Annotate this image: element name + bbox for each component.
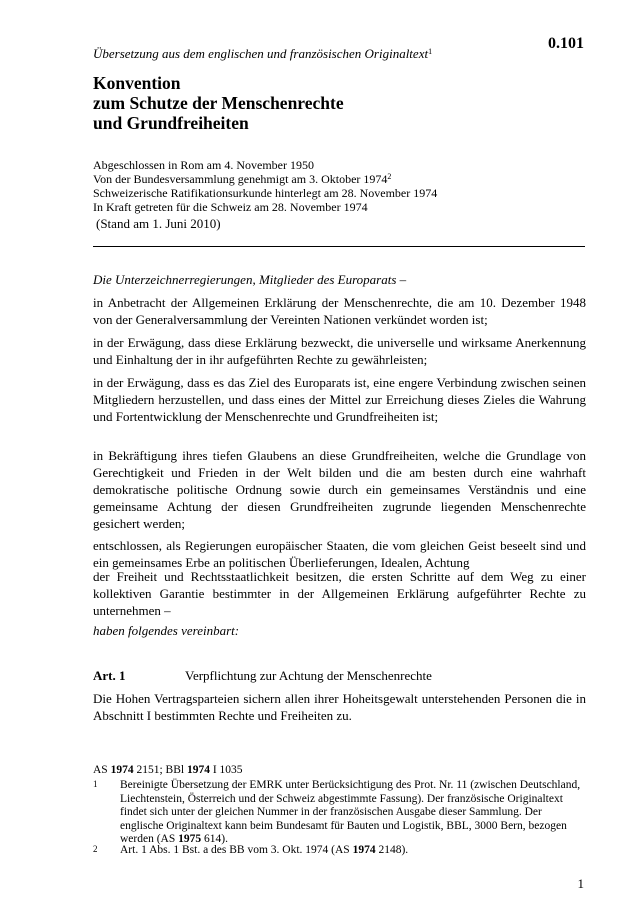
preamble-paragraph: in der Erwägung, dass es das Ziel des Europarats ist, eine engere Verbindung zwischen seinen Mitgliedern herzustellen, und dass eines der Mittel zur Erreichung dieses Zieles die Wahrung und Fortentwicklung der Menschenrechte und Grundfreiheiten ist; bbox=[93, 375, 586, 424]
preamble-paragraph: entschlossen, als Regierungen europäischer Staaten, die vom gleichen Geist beseelt sind und ein gemeinsames Erbe an politischen Überlieferungen, Idealen, Achtung bbox=[93, 538, 586, 570]
meta-approved bbox=[93, 172, 437, 186]
preamble-paragraph: der Freiheit und Rechtsstaatlichkeit besitzen, die ersten Schritte auf dem Weg zu einer kollektiven Garantie bestimmter in der Allgemeinen Erklärung aufgeführter Rechte zu unternehmen – bbox=[93, 569, 586, 618]
meta-ratification: Schweizerische Ratifikationsurkunde hinterlegt am 28. November 1974 bbox=[93, 186, 438, 200]
as-prefix: AS bbox=[93, 764, 111, 776]
preamble-closing: haben folgendes vereinbart: bbox=[93, 623, 240, 638]
translation-note bbox=[93, 46, 432, 62]
preamble-paragraph: in der Erwägung, dass diese Erklärung bezweckt, die universelle und wirksame Anerkennung und Einhaltung der in ihr aufgeführten Rechte zu gewährleisten; bbox=[93, 335, 586, 367]
preamble-paragraph: in Anbetracht der Allgemeinen Erklärung der Menschenrechte, die am 10. Dezember 1948 von der Generalversammlung der Vereinten Nationen verkündet worden ist; bbox=[93, 295, 586, 327]
translation-note-text: Übersetzung aus dem englischen und französischen Originaltext bbox=[93, 46, 429, 61]
document-metadata bbox=[93, 158, 437, 214]
footnote-1-text bbox=[120, 779, 585, 847]
footnote-1 bbox=[93, 779, 593, 847]
article-number: Art. 1 bbox=[93, 668, 126, 683]
as-mid: 2151; BBl bbox=[133, 764, 187, 776]
meta-in-force: In Kraft getreten für die Schweiz am 28. November 1974 bbox=[93, 200, 368, 214]
footnote-1-text-b: 614). bbox=[201, 833, 228, 845]
preamble-paragraph: in Bekräftigung ihres tiefen Glaubens an diese Grundfreiheiten, welche die Grundlage von Gerechtigkeit und Frieden in der Welt bilden und die am besten durch eine wahrhaft demokratische politische Ordnung sowie durch ein gemeinsames Verständnis und eine gemeinsame Achtung der diesen Grundfreiheiten zugrunde liegenden Menschenrechte gesichert werden; bbox=[93, 448, 586, 531]
as-year: 1974 bbox=[110, 764, 134, 776]
footnote-1-number: 1 bbox=[93, 779, 98, 789]
footnote-2-text bbox=[120, 844, 585, 858]
header-divider bbox=[93, 246, 585, 247]
footnote-1-text-a: Bereinigte Übersetzung der EMRK unter Berücksichtigung des Prot. Nr. 11 (zwischen Deutschland, Liechtenstein, Österreich und der Schweiz abgestimmte Fassung). Der französische Originaltext findet sich unter der gleichen Nummer in der französischen Ausgabe dieser Sammlung. Der englische Originaltext kann beim Bundesamt für Bauten und Logistik, BBL, 3000 Bern, bezogen werden (AS bbox=[120, 779, 581, 845]
meta-approved-text: Von der Bundesversammlung genehmigt am 3. Oktober 1974 bbox=[93, 172, 388, 186]
footnote-2-text-b: 2148). bbox=[375, 844, 409, 856]
footnote-1-year: 1975 bbox=[178, 833, 202, 845]
bbl-rest: I 1035 bbox=[209, 764, 243, 776]
sr-number: 0.101 bbox=[548, 35, 584, 52]
status-date: (Stand am 1. Juni 2010) bbox=[96, 216, 221, 231]
title-line-1: Konvention bbox=[93, 73, 181, 93]
meta-concluded: Abgeschlossen in Rom am 4. November 1950 bbox=[93, 158, 314, 172]
page-number: 1 bbox=[577, 876, 584, 891]
title-line-2: zum Schutze der Menschenrechte bbox=[93, 93, 344, 113]
footnote-ref-2[interactable]: 2 bbox=[387, 172, 392, 181]
bbl-year: 1974 bbox=[186, 764, 210, 776]
article-title: Verpflichtung zur Achtung der Menschenrechte bbox=[185, 668, 432, 683]
footnote-2-number: 2 bbox=[93, 844, 98, 854]
article-text: Die Hohen Vertragsparteien sichern allen ihrer Hoheitsgewalt unterstehenden Personen die in Abschnitt I bestimmten Rechte und Freiheiten zu. bbox=[93, 691, 586, 723]
footnote-ref-1[interactable]: 1 bbox=[428, 47, 433, 56]
footnote-2-text-a: Art. 1 Abs. 1 Bst. a des BB vom 3. Okt. 1974 (AS bbox=[120, 844, 353, 856]
preamble-intro: Die Unterzeichnerregierungen, Mitglieder des Europarats – bbox=[93, 272, 407, 287]
official-compilation-reference bbox=[93, 764, 243, 776]
footnote-2 bbox=[93, 844, 593, 858]
document-title bbox=[93, 73, 344, 133]
footnote-2-year: 1974 bbox=[352, 844, 376, 856]
title-line-3: und Grundfreiheiten bbox=[93, 113, 249, 133]
